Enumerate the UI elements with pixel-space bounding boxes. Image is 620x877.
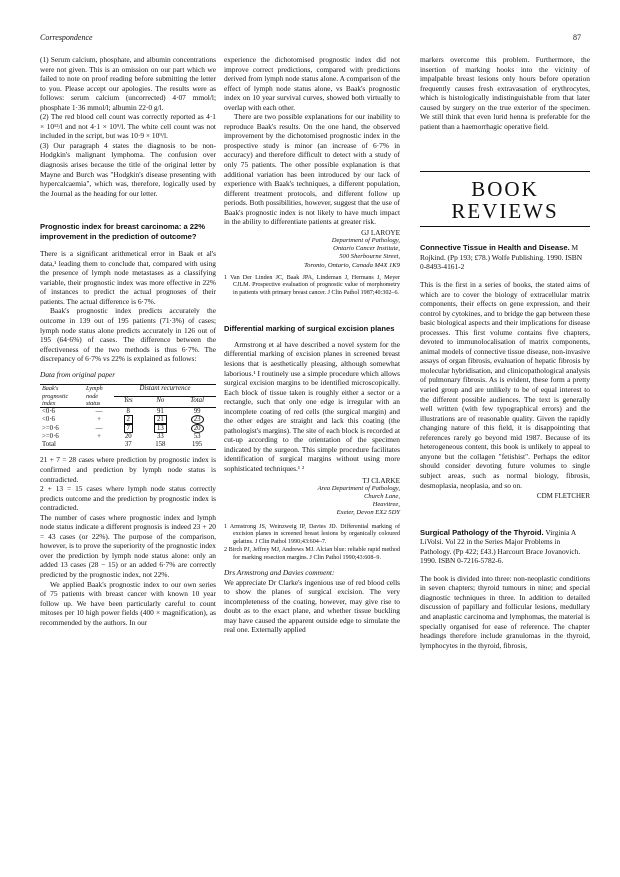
review-body: This is the first in a series of books, the stated aims of which are to cover the biology of extracellular matrix components, their effects on gene expression, and their control by cytokines, and to bridge the gap between these basic biological aspects and their implications for disease processes. This first volume contains five chapters, devoted to immunolocalisation of matrix components, animal models of connective tissue disease, non-invasive assays of organ fibrosis, evaluation of hepatic fibrosis by molecular hybridisation, and clinicopathological analysis of pulmonary fibrosis. As is evident, these form a pretty varied group and are unlikely to be of equal interest to the different possible audiences. The text is generally well written (with few typographical errors) and the illustrations are of reasonable quality. Given the rapidly changing nature of this field, it is disappointing that references rarely go beyond mid 1987. Because of its heterogeneous content, this book is unlikely to appeal to anyone but the collagen "fetishist". Perhaps the editor should consider devoting future volumes to single subject areas, such as normal biology, fibrosis, desmoplasia, neoplasia, and so on. (420, 280, 590, 490)
review-citation (420, 528, 590, 566)
cell: 99 (193, 407, 201, 415)
address-line: Toronto, Ontario, Canada M4X 1K9 (304, 261, 400, 269)
address-line: Heavitree, (372, 501, 400, 509)
paragraph: (2) The red blood cell count was correctly reported as 4·1 × 10¹²/l and not 4·1 × 10⁹/l. The white cell count was not included in the script, but was 10·9 × 10⁹/l. (40, 112, 216, 141)
boxed-cell: 7 (124, 424, 133, 433)
paragraph: We appreciate Dr Clarke's ingenious use of red blood cells to show the planes of surgical excision. The very incompleteness of the coating, however, may give rise to doubt as to the exact plane, and whether tissue buckling may have caused the apparent outside edge to simulate the real one. Externally applied (224, 577, 400, 635)
review-citation (420, 243, 590, 272)
cell: Total (42, 441, 56, 449)
paragraph: There are two possible explanations for our inability to reproduce Baak's results. On the one hand, the observed improvement by the dichotomised prognostic index in the prospective study is minor (an increase of 6·7% in accuracy) and therefore difficult to detect with a study of only 75 patients. The other possible explanation is that additional variation has been introduced by our lack of experience with Baak's techniques, a different population, different treatment protocols, and different follow up periods. Both possibilities, however, suggest that the use of Baak's prognostic index is not likely to have much impact in the ability to differentiate patients at greater risk. (224, 112, 400, 227)
cell: 8 (126, 407, 130, 415)
address-line: Area Department of Pathology, (317, 484, 400, 492)
review-title: Surgical Pathology of the Thyroid. (420, 527, 544, 537)
paragraph: 21 + 7 = 28 cases where prediction by prognostic index is confirmed and prediction by lymph node status is contradicted. (40, 455, 216, 484)
column-3 (420, 55, 590, 650)
cell: <0·6 (42, 416, 55, 424)
address-line: Church Lane, (363, 492, 400, 500)
cell: >=0·6 (42, 432, 59, 440)
boxed-cell: 13 (154, 424, 167, 433)
reference: 1 Van Der Linden JC, Baak JPA, Lindeman J, Hermans J, Meyer CJLM. Prospective evaluation of prognostic value of morphometry in patients with primary breast cancer. J Clin Pathol 1987;40:302–6. (224, 274, 400, 296)
cell: + (97, 416, 101, 424)
col-header-total: Total (190, 396, 204, 404)
col-header-index: Baak's prognostic index (42, 385, 69, 407)
signature-block (224, 229, 400, 270)
running-head: Correspondence (40, 33, 93, 42)
table-caption: Data from original paper (40, 369, 116, 379)
paragraph: There is a significant arithmetical error in Baak et al's data,¹ leading them to conclude that, compared with using the presence of lymph node metastases as a classifying variable, their prognostic index was more effective in 22% of instances to predict the actual prognoses of their patients. The actual difference is 6·7%. (40, 249, 216, 306)
cell: 33 (156, 432, 164, 440)
cell: 37 (124, 441, 132, 449)
data-table (40, 384, 216, 450)
address-line: 500 Sherbourne Street, (339, 253, 400, 261)
review-meta: M Rojkind. (Pp 193; £78.) Wolfe Publishing. 1990. ISBN 0-8493-4161-2 (420, 243, 583, 272)
reviewer-name: CDM FLETCHER (536, 492, 590, 501)
column-2 (224, 55, 400, 635)
letter-heading: Prognostic index for breast carcinoma: a 22% improvement in the prediction of outcome? (40, 222, 206, 241)
column-1 (40, 55, 216, 627)
paragraph: We applied Baak's prognostic index to our own series of 75 patients with breast cancer with known 10 year follow up. We have been particularly careful to count mitoses per 10 high power fields (400 × magnification), as recommended by the authors. In our (40, 579, 216, 627)
author-name: GJ LAROYE (361, 228, 400, 237)
circled-cell: 20 (191, 424, 204, 433)
review-meta: Virginia A LiVolsi. Vol 22 in the Series Major Problems in Pathology. (Pp 422; £43.) Harcourt Brace Jovanovich. 1990. ISBN 0-7216-5782-6. (420, 527, 581, 566)
cell: <0·6 (42, 407, 55, 415)
col-header-node: Lymph node status (86, 385, 103, 407)
boxed-cell: 21 (154, 415, 167, 424)
address-line: Ontario Cancer Institute, (333, 245, 400, 253)
author-name: TJ CLARKE (362, 476, 400, 485)
review-body: The book is divided into three: non-neoplastic conditions in seven chapters; thyroid tumours in nine; and special diagnostic techniques in three. In addition to detailed discussion of papillary and follicular lesions, medullary and anaplastic carcinoma and lymphomas, the material is specially organised for ease of reference. The chapter headings therefore include granulomas in the thyroid, lymphocytes in the thyroid, fibrosis, (420, 573, 590, 650)
table-row (40, 433, 216, 441)
paragraph: (3) Our paragraph 4 states the diagnosis to be non-Hodgkin's malignant lymphoma. The confusion over diagnosis arises because the title of the original letter by Mayne and Burch was "Hodgkin's disease presenting with hypercalcaemia", which was, therefore, logically used by the Journal as the heading for our letter. (40, 140, 216, 198)
col-header-distant: Distant recurrence (114, 385, 216, 396)
cell: 20 (124, 432, 132, 440)
paragraph: 2 + 13 = 15 cases where lymph node status correctly predicts outcome and the prediction by prognostic index is contradicted. (40, 484, 216, 513)
cell: >=0·6 (42, 424, 59, 432)
references (224, 524, 400, 563)
col-header-yes: Yes (123, 396, 133, 404)
cell (84, 441, 114, 450)
cell: 91 (156, 407, 164, 415)
address-line: Department of Pathology, (331, 237, 400, 245)
paragraph: The number of cases where prognostic index and lymph node status indicate a different prognosis is indeed 23 + 20 = 43 cases (or 22%). The purpose of the comparison, however, is to prove the superiority of the prognostic index over the prediction by lymph node status alone: only an added 13 cases (28 − 15) or an added 6·7% are correctly predicted by the prognostic index, not 22%. (40, 512, 216, 579)
circled-cell: 23 (191, 415, 204, 424)
section-title-reviews: REVIEWS (451, 199, 559, 224)
page-number: 87 (573, 33, 581, 42)
paragraph: Baak's prognostic index predicts accurately the outcome in 139 out of 195 patients (71·3%) of cases; lymph node status alone predicts accurately in 126 out of 195 (64·6%) of cases. The difference between the effectiveness of the two methods is thus 6·7%. The discrepancy of 6·7% vs 22% is explained as follows: (40, 306, 216, 364)
paragraph: markers overcome this problem. Furthermore, the insertion of marking hooks into the vicinity of impalpable breast lesions only hours before operation frequently causes fresh extravasation of erythrocytes, which is histologically indistinguishable from that later caused by surgery on the true exterior of the specimen. We still think that even lurid henna is preferable for the patient than a haemorrhagic operative field. (420, 55, 590, 131)
paragraph: (1) Serum calcium, phosphate, and albumin concentrations were not given. This is an omission on our part which we failed to note on proof reading before submitting the letter to you. Please accept our apologies. The results were as follows: serum calcium (uncorrected) 4·07 mmol/l; phosphate 1·36 mmol/l; albumin 22·0 g/l. (40, 55, 216, 112)
section-title-book: BOOK (471, 177, 539, 202)
cell: — (95, 407, 103, 415)
paragraph: Armstrong et al have described a novel system for the differential marking of excision planes in screened breast lesions that is aesthetically pleasing, although somewhat laborious.¹ I routinely use a simple procedure which allows surgical excision margins to be identified microscopically. Each block of tissue taken is roughly either a sector or a rectangle, such that only one edge is irregular with an incomplete coating of red cells (the surgical margin) and the other edges are straight and lack this coating (the pathologist's margins). The site of each block is recorded at cut-up according to the orientation of the specimen indicated by the surgeon. This simple procedure facilitates identification of surgical margins without using more sophisticated techniques.¹ ² (224, 339, 400, 473)
reference: 2 Birch PJ, Jeffrey MJ, Andrews MJ. Alcian blue: reliable rapid method for marking resection margins. J Clin Pathol 1990;43:608–9. (224, 547, 400, 561)
reference: 1 Armstrong JS, Weinzweig IP, Davies JD. Differential marking of excision planes in screened breast lesions by organically coloured gelatins. J Clin Pathol 1990;43:604–7. (224, 523, 400, 545)
cell: 53 (193, 432, 201, 440)
cell: — (95, 424, 103, 432)
signature-block (224, 477, 400, 518)
reply-heading: Drs Armstrong and Davies comment: (224, 568, 335, 578)
cell: 158 (155, 441, 166, 449)
references (224, 275, 400, 298)
review-title: Connective Tissue in Health and Disease. (420, 243, 570, 253)
cell: 195 (192, 441, 203, 449)
address-line: Exeter, Devon EX2 5DY (336, 509, 400, 517)
cell: + (97, 432, 101, 440)
table-row (40, 441, 216, 450)
paragraph: experience the dichotomised prognostic index did not improve correct predictions, compared with predictions derived from lymph node status alone. A comparison of the effect of lymph node status alone, vs Baak's prognostic index on 10 year survival curves, showed both virtually to overlap with each other. (224, 55, 400, 112)
letter-heading: Differential marking of surgical excision planes (224, 324, 395, 334)
table-row (40, 425, 216, 433)
col-header-no: No (156, 396, 165, 404)
boxed-cell: 2 (124, 415, 133, 424)
